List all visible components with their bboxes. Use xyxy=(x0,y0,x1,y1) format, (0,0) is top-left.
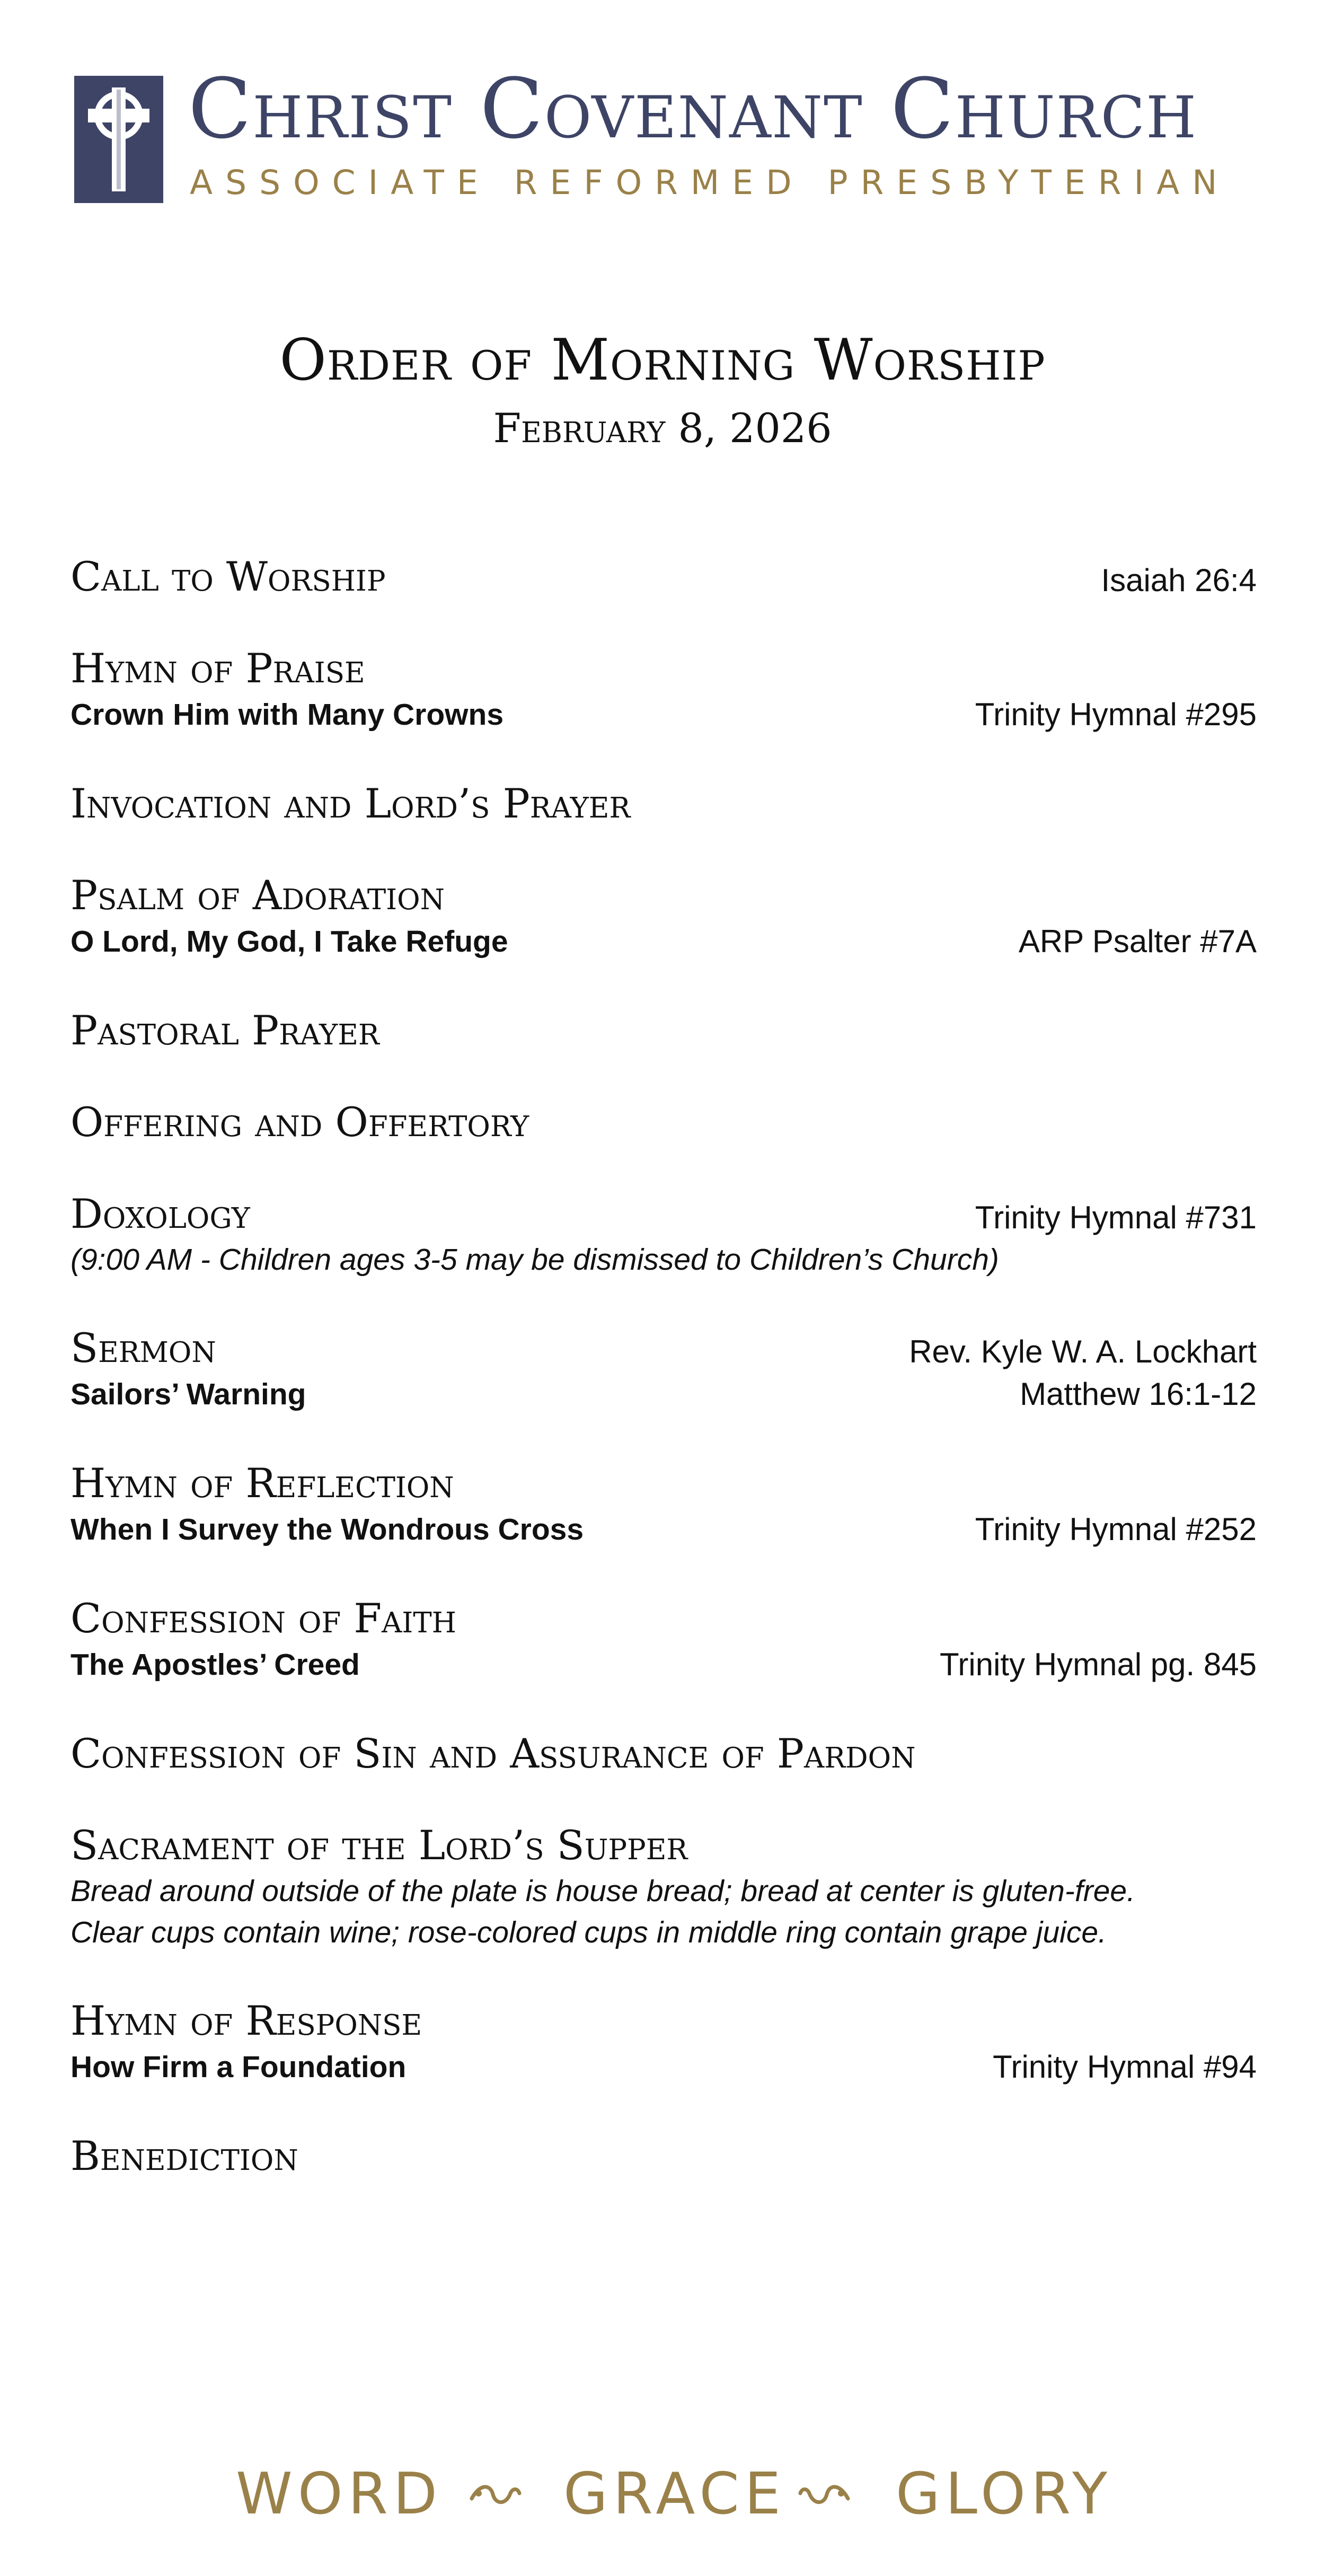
section-heading: Benediction xyxy=(70,2132,298,2179)
section-heading: Hymn of Response xyxy=(70,1997,422,2044)
preacher-name: Rev. Kyle W. A. Lockhart xyxy=(909,1334,1257,1369)
section-heading: Sacrament of the Lord’s Supper xyxy=(70,1822,688,1869)
hymnal-reference: Trinity Hymnal pg. 845 xyxy=(939,1647,1257,1682)
lords-supper xyxy=(70,1820,1257,1870)
invocation xyxy=(70,778,1257,829)
motto-word: GRACE xyxy=(563,2461,786,2527)
service-date: February 8, 2026 xyxy=(493,405,832,452)
section-heading: Hymn of Reflection xyxy=(70,1460,454,1507)
hymn-of-response xyxy=(70,1995,1257,2046)
hymn-title: Crown Him with Many Crowns xyxy=(70,698,504,732)
confession-of-faith-details xyxy=(70,1643,1257,1686)
confession-of-faith xyxy=(70,1593,1257,1643)
motto-word: WORD xyxy=(236,2461,443,2527)
hymn-of-reflection-details xyxy=(70,1508,1257,1551)
church-name: Christ Covenant Church xyxy=(188,60,1198,157)
children-dismissal-note: (9:00 AM - Children ages 3-5 may be dismissed to Children’s Church) xyxy=(70,1243,999,1277)
psalm-of-adoration xyxy=(70,870,1257,920)
psalm-title: O Lord, My God, I Take Refuge xyxy=(70,925,508,959)
confession-of-sin xyxy=(70,1728,1257,1779)
section-heading: Pastoral Prayer xyxy=(70,1007,379,1054)
order-of-worship xyxy=(70,551,1257,2181)
hymn-of-reflection xyxy=(70,1458,1257,1508)
hymnal-reference: Trinity Hymnal #94 xyxy=(993,2049,1257,2085)
hymnal-reference: Trinity Hymnal #252 xyxy=(975,1511,1257,1547)
section-heading: Psalm of Adoration xyxy=(70,872,445,919)
bread-note: Bread around outside of the plate is house bread; bread at center is gluten-free. xyxy=(70,1874,1135,1908)
psalm-details xyxy=(70,920,1257,963)
cups-note: Clear cups contain wine; rose-colored cups in middle ring contain grape juice. xyxy=(70,1915,1107,1949)
doxology xyxy=(70,1189,1257,1239)
ornament-flourish-icon xyxy=(469,2478,522,2510)
celtic-cross-icon xyxy=(74,76,163,203)
section-heading: Hymn of Praise xyxy=(70,645,365,692)
page-title: Order of Morning Worship xyxy=(279,327,1046,393)
benediction xyxy=(70,2131,1257,2181)
section-heading: Invocation and Lord’s Prayer xyxy=(70,780,631,827)
section-heading: Confession of Sin and Assurance of Pardon xyxy=(70,1730,916,1777)
section-heading: Sermon xyxy=(70,1324,216,1371)
sermon xyxy=(70,1323,1257,1373)
hymn-of-response-details xyxy=(70,2046,1257,2088)
creed-title: The Apostles’ Creed xyxy=(70,1648,360,1682)
scripture-reference: Isaiah 26:4 xyxy=(1101,562,1257,598)
hymn-of-praise-details xyxy=(70,693,1257,736)
hymn-of-praise xyxy=(70,643,1257,693)
section-heading: Call to Worship xyxy=(70,553,386,600)
motto-word: GLORY xyxy=(896,2461,1113,2527)
section-heading: Doxology xyxy=(70,1190,250,1237)
sermon-title: Sailors’ Warning xyxy=(70,1377,306,1411)
ornament-flourish-icon xyxy=(798,2478,851,2510)
hymnal-reference: Trinity Hymnal #731 xyxy=(975,1200,1257,1235)
section-heading: Confession of Faith xyxy=(70,1595,456,1642)
footer-motto xyxy=(0,2457,1325,2531)
pastoral-prayer xyxy=(70,1005,1257,1056)
title-block xyxy=(0,326,1325,458)
sermon-details xyxy=(70,1373,1257,1416)
hymn-title: When I Survey the Wondrous Cross xyxy=(70,1513,584,1546)
church-header xyxy=(74,60,1256,204)
psalter-reference: ARP Psalter #7A xyxy=(1018,924,1257,959)
denomination-subtitle: ASSOCIATE REFORMED PRESBYTERIAN xyxy=(190,163,1230,202)
hymnal-reference: Trinity Hymnal #295 xyxy=(975,697,1257,732)
call-to-worship xyxy=(70,551,1257,602)
section-heading: Offering and Offertory xyxy=(70,1098,529,1146)
hymn-title: How Firm a Foundation xyxy=(70,2050,407,2084)
scripture-reference: Matthew 16:1-12 xyxy=(1020,1376,1257,1412)
offering xyxy=(70,1097,1257,1147)
